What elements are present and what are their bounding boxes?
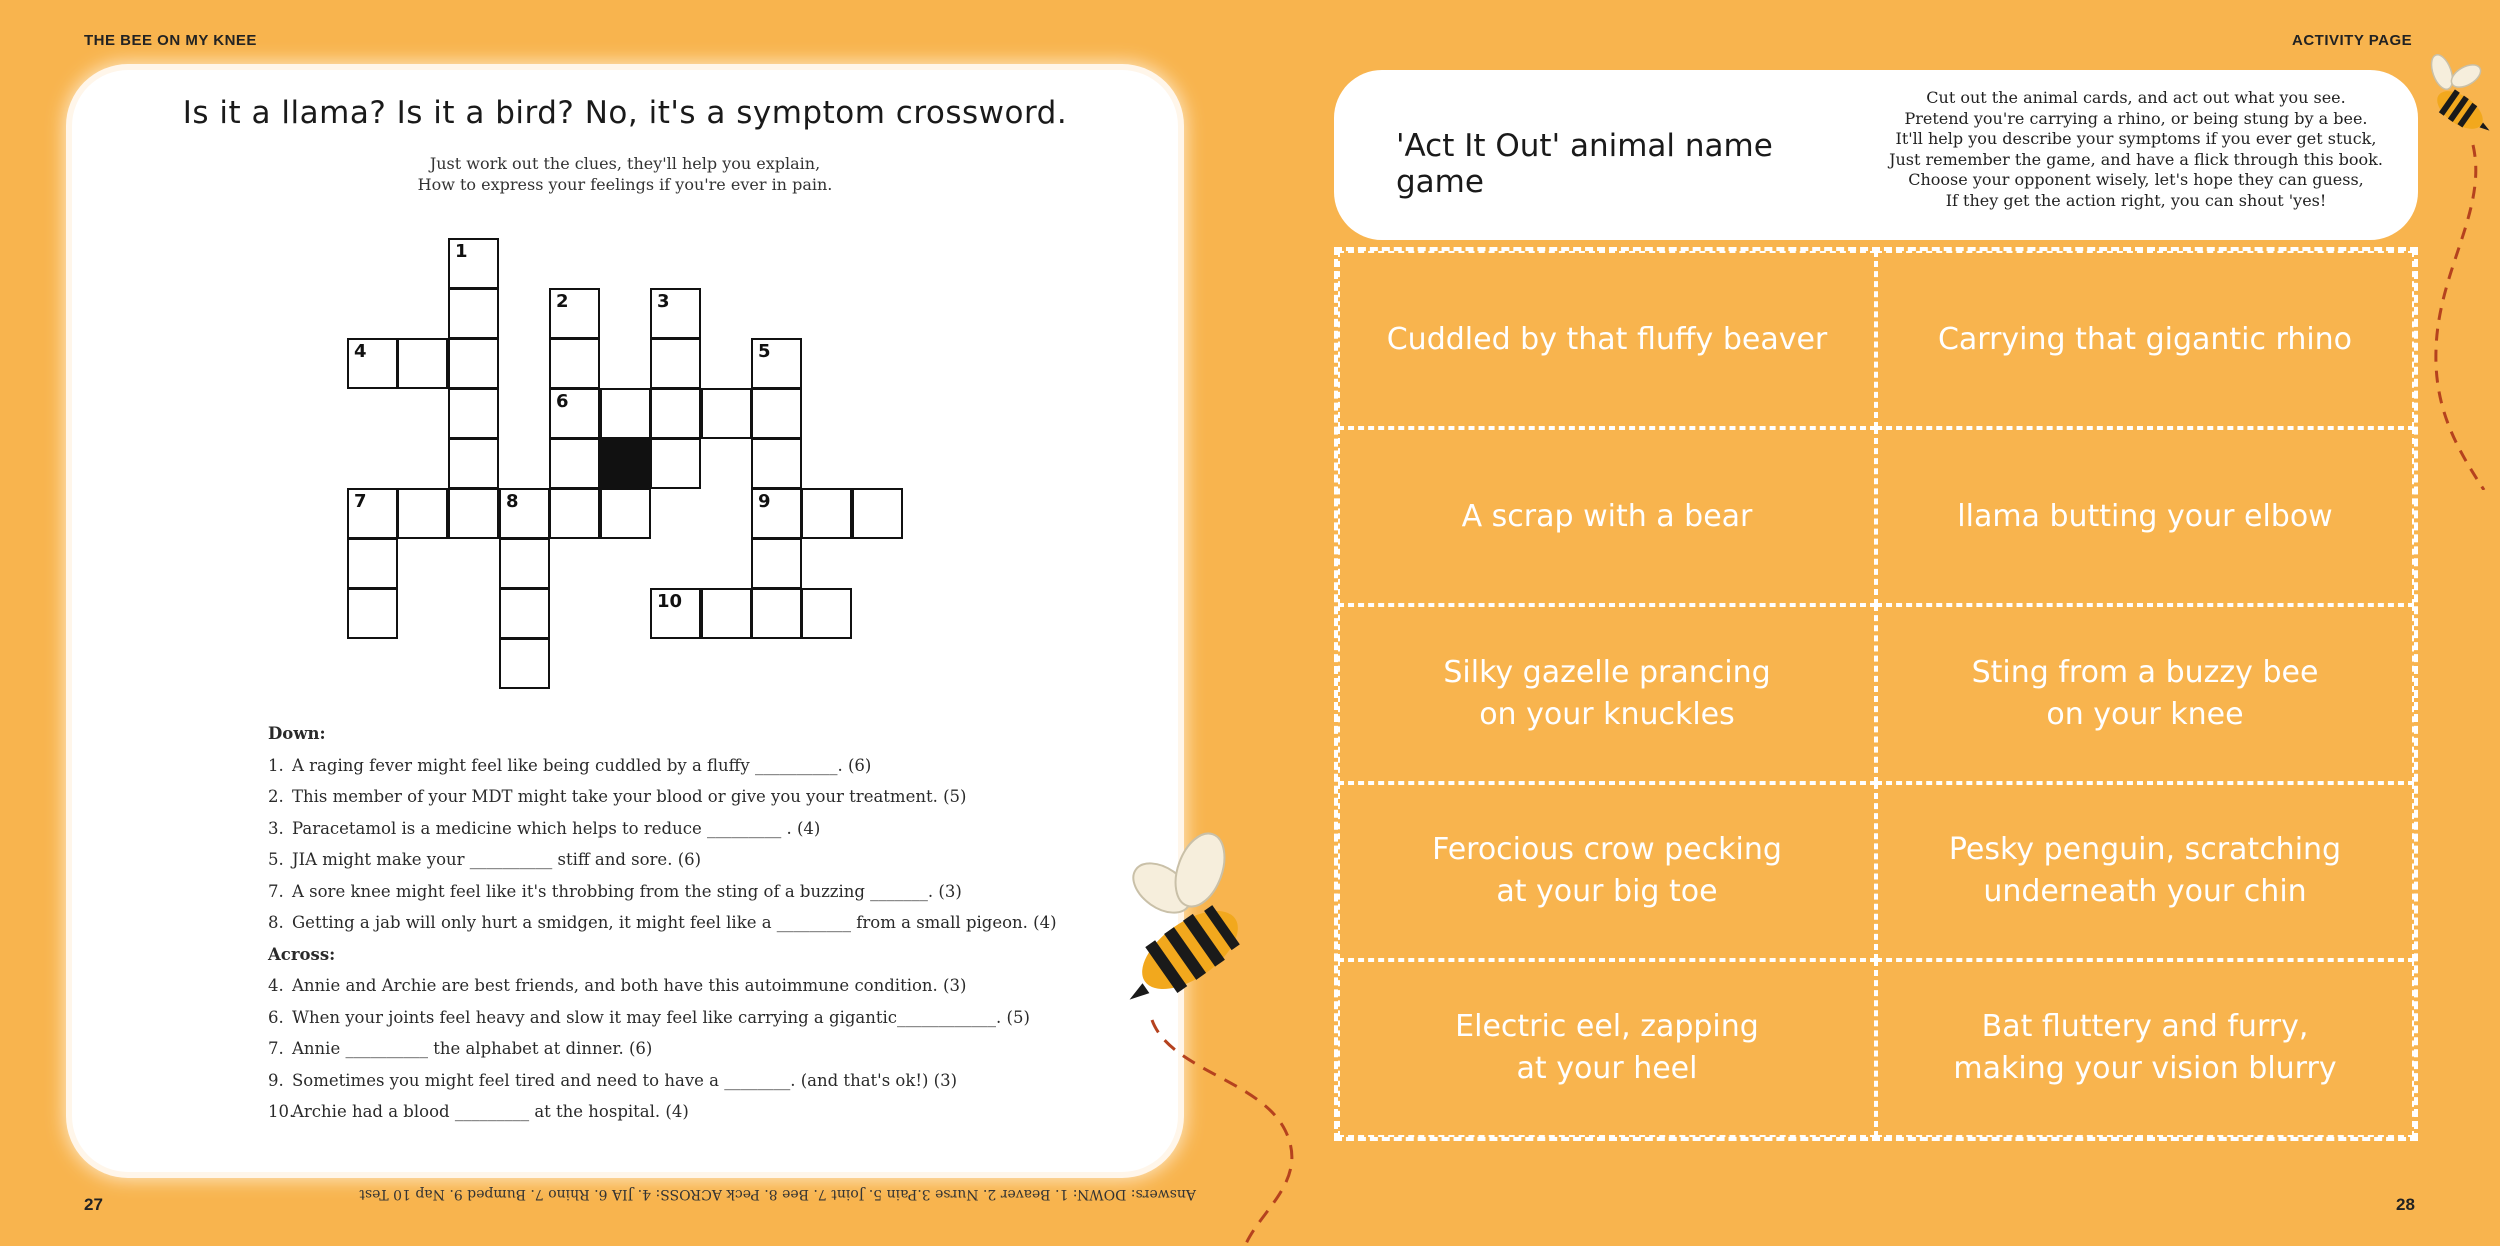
down-heading: Down: xyxy=(268,724,326,743)
grid-cell[interactable] xyxy=(347,488,398,539)
grid-cell[interactable] xyxy=(499,588,550,639)
clue-number: 10. xyxy=(268,1102,295,1121)
grid-cell[interactable] xyxy=(650,438,701,489)
intro-line: Just work out the clues, they'll help you explain, xyxy=(429,154,821,173)
clue-text: Annie and Archie are best friends, and both have this autoimmune condition. (3) xyxy=(292,976,967,995)
cell-number: 9 xyxy=(758,491,771,512)
animal-cards-grid xyxy=(1334,247,2418,1141)
instruction-line: If they get the action right, you can shout 'yes! xyxy=(1945,190,2327,210)
grid-cell[interactable] xyxy=(448,388,499,439)
clue-number: 1. xyxy=(268,755,284,775)
clue-number: 3. xyxy=(268,818,284,838)
grid-cell[interactable] xyxy=(701,588,752,639)
grid-cell[interactable] xyxy=(650,388,701,439)
cell-number: 10 xyxy=(657,591,683,612)
crossword-intro xyxy=(72,153,1178,195)
crossword-title: Is it a llama? Is it a bird? No, it's a symptom crossword. xyxy=(182,95,1068,131)
black-square xyxy=(600,438,651,489)
across-clue xyxy=(268,1096,1128,1128)
across-heading: Across: xyxy=(268,944,336,964)
grid-cell[interactable] xyxy=(499,488,550,539)
grid-cell[interactable] xyxy=(549,288,600,339)
grid-cell[interactable] xyxy=(448,488,499,539)
clue-number: 4. xyxy=(268,976,284,995)
animal-card[interactable]: llama butting your elbow xyxy=(1876,428,2414,605)
bee-icon xyxy=(1110,830,1320,1246)
instruction-line: Choose your opponent wisely, let's hope they can guess, xyxy=(1908,170,2364,189)
across-clue xyxy=(268,1002,1128,1034)
cell-number: 3 xyxy=(657,291,670,312)
cell-number: 1 xyxy=(455,241,468,262)
grid-cell[interactable] xyxy=(499,538,550,589)
animal-card[interactable]: Bat fluttery and furry, making your vision blurry xyxy=(1876,960,2414,1137)
grid-cell[interactable] xyxy=(801,588,852,639)
grid-cell[interactable] xyxy=(397,338,448,389)
grid-cell[interactable] xyxy=(751,338,802,389)
upside-down-answers: Answers: DOWN: 1. Beaver 2. Nurse 3.Pain 5. Joint 7. Bee 8. Peck ACROSS: 4. JIA 6. Rhino 7. Bumped 9. Nap 10 Test xyxy=(359,1186,1196,1202)
animal-card[interactable]: Carrying that gigantic rhino xyxy=(1876,251,2414,428)
game-instructions xyxy=(1886,88,2386,211)
instruction-line: Cut out the animal cards, and act out what you see. xyxy=(1926,88,2346,107)
animal-card[interactable]: Electric eel, zapping at your heel xyxy=(1338,960,1876,1137)
grid-cell[interactable] xyxy=(347,538,398,589)
clue-number: 7. xyxy=(268,1039,284,1058)
clue-text: A raging fever might feel like being cuddled by a fluffy __________. (6) xyxy=(292,755,872,775)
across-clue xyxy=(268,1065,1128,1097)
clue-text: Annie __________ the alphabet at dinner. (6) xyxy=(292,1039,653,1058)
bee-icon-small xyxy=(2418,50,2500,490)
instruction-line: Just remember the game, and have a flick through this book. xyxy=(1889,149,2383,169)
grid-cell[interactable] xyxy=(701,388,752,439)
grid-cell[interactable] xyxy=(448,438,499,489)
animal-card[interactable]: A scrap with a bear xyxy=(1338,428,1876,605)
grid-cell[interactable] xyxy=(801,488,852,539)
grid-cell[interactable] xyxy=(751,538,802,589)
game-title: 'Act It Out' animal name game xyxy=(1396,128,1773,200)
grid-cell[interactable] xyxy=(852,488,903,539)
animal-card[interactable]: Pesky penguin, scratching underneath your chin xyxy=(1876,783,2414,960)
grid-cell[interactable] xyxy=(448,288,499,339)
down-clue xyxy=(268,813,1128,845)
book-title: THE BEE ON MY KNEE xyxy=(84,32,257,49)
grid-cell[interactable] xyxy=(751,388,802,439)
grid-cell[interactable] xyxy=(397,488,448,539)
grid-cell[interactable] xyxy=(650,288,701,339)
clue-number: 9. xyxy=(268,1070,284,1090)
cell-number: 8 xyxy=(506,491,519,512)
grid-cell[interactable] xyxy=(347,588,398,639)
clue-text: Sometimes you might feel tired and need to have a ________. (and that's ok!) (3) xyxy=(292,1070,958,1090)
clue-text: A sore knee might feel like it's throbbing from the sting of a buzzing _______. (3) xyxy=(292,881,962,901)
animal-card[interactable]: Sting from a buzzy bee on your knee xyxy=(1876,605,2414,782)
grid-cell[interactable] xyxy=(448,338,499,389)
grid-cell[interactable] xyxy=(650,588,701,639)
intro-line: How to express your feelings if you're ever in pain. xyxy=(417,175,833,194)
grid-cell[interactable] xyxy=(751,588,802,639)
clue-text: When your joints feel heavy and slow it may feel like carrying a gigantic____________. (5) xyxy=(292,1007,1030,1027)
section-title: ACTIVITY PAGE xyxy=(2292,32,2413,49)
grid-cell[interactable] xyxy=(549,388,600,439)
clue-number: 5. xyxy=(268,850,284,869)
grid-cell[interactable] xyxy=(549,338,600,389)
down-clue xyxy=(268,907,1128,939)
clue-text: JIA might make your __________ stiff and sore. (6) xyxy=(292,850,702,869)
page-number-right: 28 xyxy=(2396,1195,2415,1214)
grid-cell[interactable] xyxy=(600,388,651,439)
clue-text: This member of your MDT might take your blood or give you your treatment. (5) xyxy=(292,787,967,806)
across-clue xyxy=(268,970,1128,1002)
cell-number: 5 xyxy=(758,341,771,362)
grid-cell[interactable] xyxy=(499,638,550,689)
clue-number: 2. xyxy=(268,787,284,806)
clue-number: 8. xyxy=(268,913,284,932)
cell-number: 2 xyxy=(556,291,569,312)
grid-cell[interactable] xyxy=(448,238,499,289)
down-clue xyxy=(268,844,1128,876)
grid-cell[interactable] xyxy=(751,438,802,489)
clue-text: Paracetamol is a medicine which helps to reduce _________ . (4) xyxy=(292,818,821,838)
animal-card[interactable]: Ferocious crow pecking at your big toe xyxy=(1338,783,1876,960)
grid-cell[interactable] xyxy=(549,488,600,539)
clue-text: Getting a jab will only hurt a smidgen, it might feel like a _________ from a small pigeon. (4) xyxy=(292,913,1057,932)
down-clue xyxy=(268,876,1128,908)
down-clue xyxy=(268,781,1128,813)
clue-number: 7. xyxy=(268,881,284,901)
grid-cell[interactable] xyxy=(751,488,802,539)
grid-cell[interactable] xyxy=(650,338,701,389)
page-number-left: 27 xyxy=(84,1195,103,1214)
down-clue xyxy=(268,750,1128,782)
cell-number: 7 xyxy=(354,491,367,512)
clue-text: Archie had a blood _________ at the hospital. (4) xyxy=(292,1102,689,1121)
cell-number: 4 xyxy=(354,341,367,362)
grid-cell[interactable] xyxy=(347,338,398,389)
clue-list xyxy=(268,718,1128,1128)
grid-cell[interactable] xyxy=(549,438,600,489)
grid-cell[interactable] xyxy=(600,488,651,539)
animal-card[interactable]: Silky gazelle prancing on your knuckles xyxy=(1338,605,1876,782)
animal-card[interactable]: Cuddled by that fluffy beaver xyxy=(1338,251,1876,428)
cell-number: 6 xyxy=(556,391,569,412)
across-clue xyxy=(268,1033,1128,1065)
instruction-line: It'll help you describe your symptoms if you ever get stuck, xyxy=(1895,129,2377,148)
instruction-line: Pretend you're carrying a rhino, or being stung by a bee. xyxy=(1904,108,2368,128)
clue-number: 6. xyxy=(268,1007,284,1027)
